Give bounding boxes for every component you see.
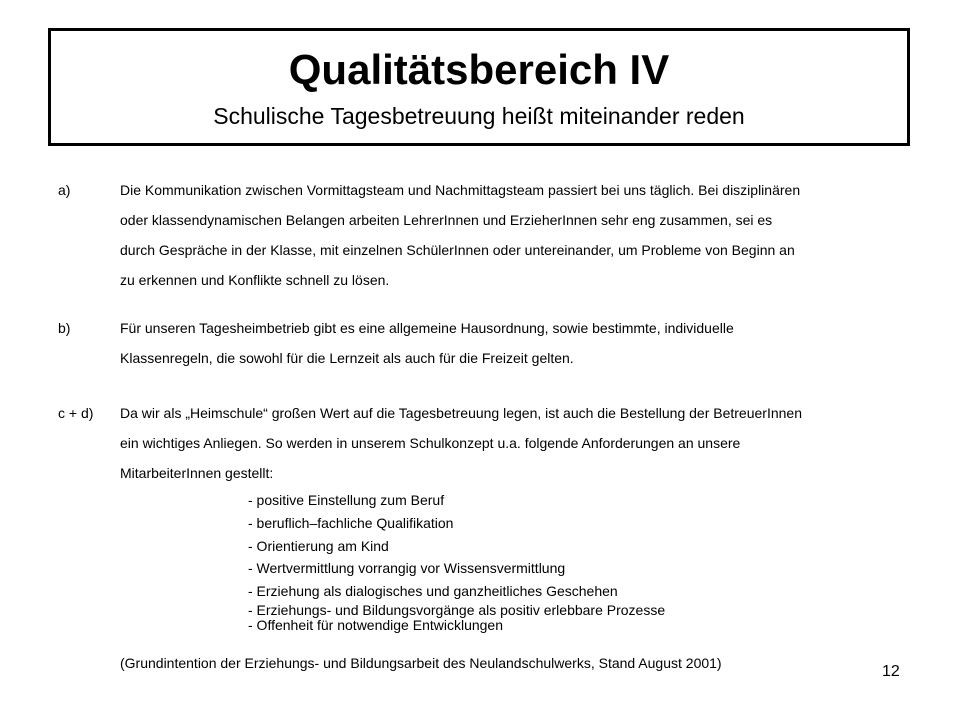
section-a-label: a) xyxy=(58,182,71,198)
section-a-line: oder klassendynamischen Belangen arbeiten LehrerInnen und ErzieherInnen sehr eng zusammen, sei es xyxy=(120,212,773,228)
list-item: - Erziehungs- und Bildungsvorgänge als positiv erlebbare Prozesse xyxy=(248,601,666,618)
list-item: - Erziehung als dialogisches und ganzheitliches Geschehen xyxy=(248,583,618,600)
section-a-line: zu erkennen und Konflikte schnell zu lösen. xyxy=(120,272,390,288)
requirements-list xyxy=(248,489,665,633)
section-b-text xyxy=(120,313,920,373)
list-item: - beruflich–fachliche Qualifikation xyxy=(248,514,454,531)
page-subtitle: Schulische Tagesbetreuung heißt miteinander reden xyxy=(213,103,745,129)
page-title: Qualitätsbereich IV xyxy=(288,46,670,93)
section-cd-line: Da wir als „Heimschule“ großen Wert auf die Tagesbetreuung legen, ist auch die Bestellung der BetreuerInnen xyxy=(120,405,802,421)
section-cd-label: c + d) xyxy=(58,405,94,421)
section-a-line: Die Kommunikation zwischen Vormittagsteam und Nachmittagsteam passiert bei uns täglich. Bei disziplinären xyxy=(120,182,801,198)
list-item: - Orientierung am Kind xyxy=(248,537,389,554)
page-number: 12 xyxy=(882,663,900,680)
section-cd-text xyxy=(120,398,920,488)
section-b-line: Klassenregeln, die sowohl für die Lernzeit als auch für die Freizeit gelten. xyxy=(120,350,574,366)
section-a-line: durch Gespräche in der Klasse, mit einzelnen SchülerInnen oder untereinander, um Probleme von Beginn an xyxy=(120,242,795,258)
title-box xyxy=(48,28,910,146)
list-item: - positive Einstellung zum Beruf xyxy=(248,492,445,508)
section-b-line: Für unseren Tagesheimbetrieb gibt es eine allgemeine Hausordnung, sowie bestimmte, individuelle xyxy=(120,320,734,336)
section-b-label: b) xyxy=(58,320,71,336)
source-note: (Grundintention der Erziehungs- und Bildungsarbeit des Neulandschulwerks, Stand August 2001) xyxy=(120,655,722,671)
section-a-text xyxy=(120,175,920,295)
list-item: - Wertvermittlung vorrangig vor Wissensvermittlung xyxy=(248,560,566,577)
section-cd-line: MitarbeiterInnen gestellt: xyxy=(120,465,274,481)
list-item: - Offenheit für notwendige Entwicklungen xyxy=(248,616,504,633)
section-cd-line: ein wichtiges Anliegen. So werden in unserem Schulkonzept u.a. folgende Anforderungen an unsere xyxy=(120,435,741,451)
